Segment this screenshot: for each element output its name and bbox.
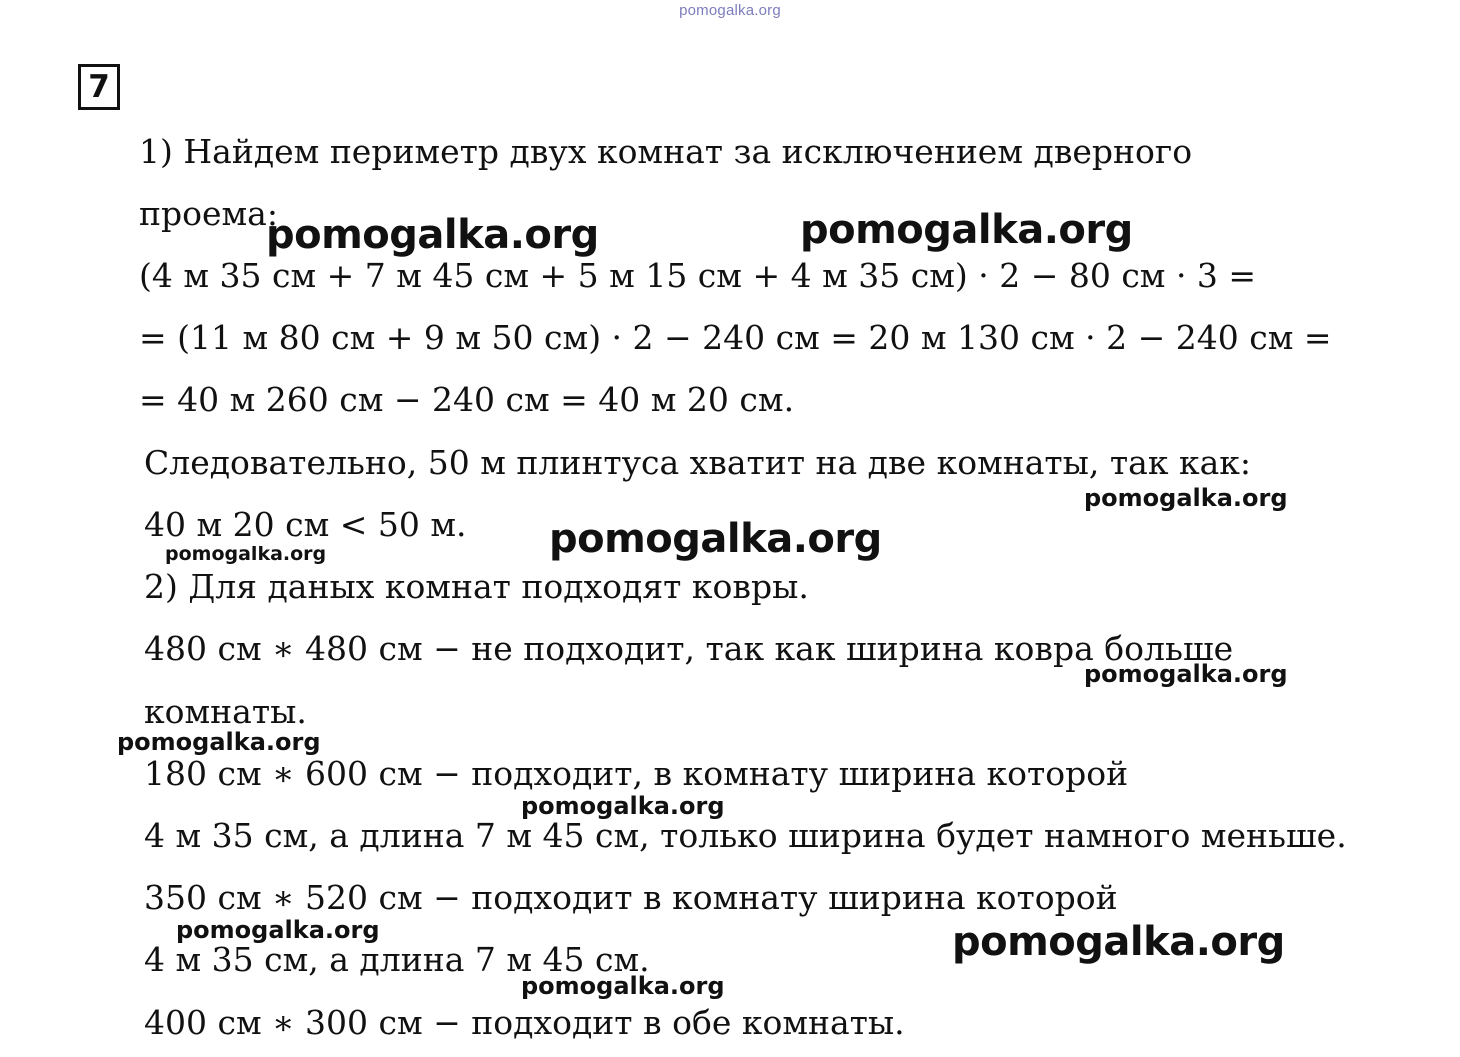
step2-heading: 2) Для даных комнат подходят ковры. (144, 567, 809, 606)
watermark-small: pomogalka.org (1084, 660, 1288, 688)
calculation-line-1: (4 м 35 см + 7 м 45 см + 5 м 15 см + 4 м 35 см) · 2 − 80 см · 3 = (139, 256, 1257, 295)
watermark-small: pomogalka.org (521, 972, 725, 1000)
carpet-2-line-1: 180 см ∗ 600 см − подходит, в комнату ширина которой (144, 754, 1129, 793)
calculation-line-2: = (11 м 80 см + 9 м 50 см) · 2 − 240 см = 20 м 130 см · 2 − 240 см = (139, 318, 1332, 357)
carpet-3-line-1: 350 см ∗ 520 см − подходит в комнату ширина которой (144, 878, 1118, 917)
carpet-3-line-2: 4 м 35 см, а длина 7 м 45 см. (144, 940, 650, 979)
watermark-large: pomogalka.org (549, 516, 882, 562)
conclusion-line: Следовательно, 50 м плинтуса хватит на две комнаты, так как: (144, 443, 1251, 482)
watermark-small: pomogalka.org (1084, 484, 1288, 512)
comparison-line: 40 м 20 см < 50 м. (144, 505, 467, 544)
watermark-small: pomogalka.org (165, 543, 327, 565)
calculation-line-3: = 40 м 260 см − 240 см = 40 м 20 см. (139, 380, 795, 419)
watermark-small: pomogalka.org (117, 728, 321, 756)
carpet-2-line-2: 4 м 35 см, а длина 7 м 45 см, только ширина будет намного меньше. (144, 816, 1347, 855)
carpet-4-line-1: 400 см ∗ 300 см − подходит в обе комнаты. (144, 1003, 905, 1042)
step1-heading: 1) Найдем периметр двух комнат за исключением дверного (139, 132, 1193, 171)
step1-heading-continued: проема: (139, 194, 278, 233)
watermark-small: pomogalka.org (521, 792, 725, 820)
watermark-large: pomogalka.org (266, 212, 599, 258)
watermark-large: pomogalka.org (800, 207, 1133, 253)
watermark-small: pomogalka.org (176, 916, 380, 944)
task-number-badge: 7 (78, 64, 120, 110)
carpet-1-line-1: 480 см ∗ 480 см − не подходит, так как ширина ковра больше (144, 629, 1234, 668)
watermark-large: pomogalka.org (952, 919, 1285, 965)
header-watermark: pomogalka.org (679, 2, 781, 19)
carpet-1-line-2: комнаты. (144, 692, 307, 731)
